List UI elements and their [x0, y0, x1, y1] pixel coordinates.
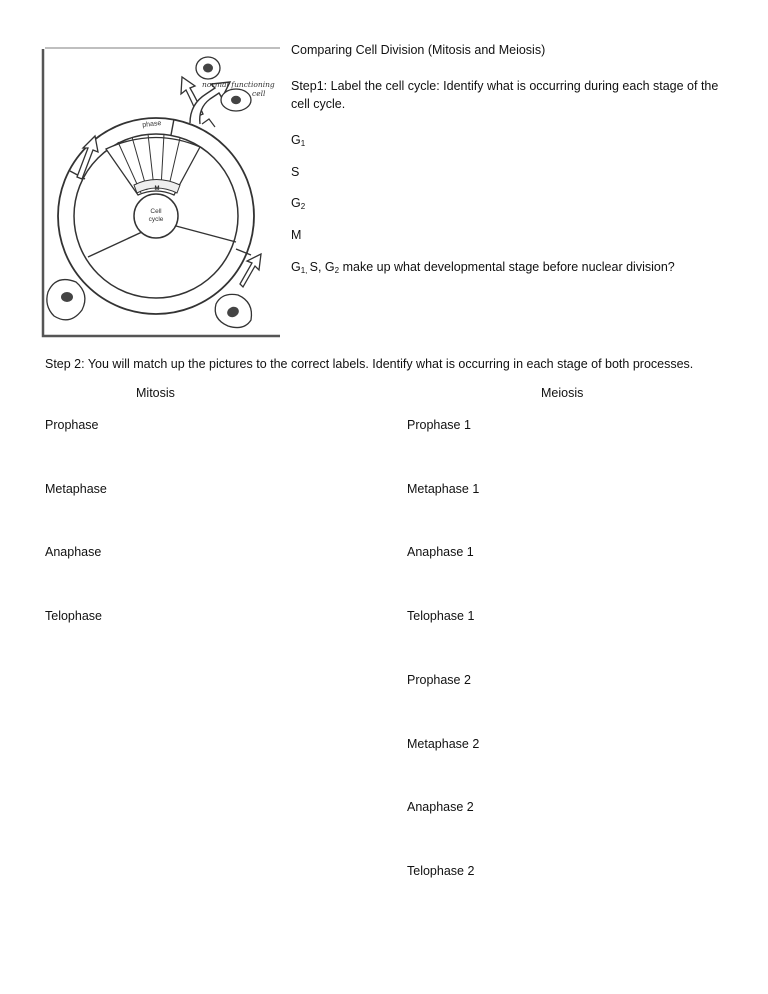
cycle-spoke	[88, 232, 142, 257]
cell-cycle-diagram	[40, 44, 282, 338]
center-label-2: cycle	[148, 216, 164, 223]
ring-divider	[171, 119, 174, 135]
meiosis-anaphase-1: Anaphase 1	[407, 545, 474, 559]
mitosis-telophase: Telophase	[45, 609, 102, 623]
ring-notch	[202, 119, 215, 127]
center-label-1: Cell	[150, 208, 162, 215]
stage-g1: $G_1$	[291, 133, 306, 148]
mitosis-heading: Mitosis	[136, 386, 175, 400]
handwritten-label-2: cell	[252, 89, 266, 98]
meiosis-telophase-1: Telophase 1	[407, 609, 475, 623]
meiosis-metaphase-2: Metaphase 2	[407, 737, 480, 751]
phase-label: phase	[141, 120, 162, 129]
page-title: Comparing Cell Division (Mitosis and Meiosis)	[291, 43, 546, 57]
cell-icon	[215, 294, 251, 327]
mitosis-anaphase: Anaphase	[45, 545, 102, 559]
m-phase-label: M	[154, 186, 160, 192]
cell-icon	[221, 89, 251, 111]
handwritten-label: normal functioning	[202, 80, 275, 89]
meiosis-heading: Meiosis	[541, 386, 584, 400]
mitosis-metaphase: Metaphase	[45, 482, 107, 496]
arrow-icon	[77, 136, 98, 179]
developmental-stage-question: $G_{1,}$ S, $G_2$ make up what developmental stage before nuclear division?	[291, 260, 675, 275]
stage-s: S	[291, 165, 300, 179]
cell-icon	[47, 280, 85, 320]
meiosis-anaphase-2: Anaphase 2	[407, 800, 474, 814]
mitosis-prophase: Prophase	[45, 418, 99, 432]
cycle-spoke	[176, 226, 236, 242]
stage-g2: $G_2$	[291, 196, 306, 211]
cell-icon	[196, 57, 220, 79]
step2-instruction: Step 2: You will match up the pictures to the correct labels. Identify what is occurring in each stage of both processes.	[45, 357, 694, 371]
meiosis-metaphase-1: Metaphase 1	[407, 482, 480, 496]
stage-m: M	[291, 228, 302, 242]
meiosis-telophase-2: Telophase 2	[407, 864, 475, 878]
meiosis-prophase-2: Prophase 2	[407, 673, 471, 687]
meiosis-prophase-1: Prophase 1	[407, 418, 471, 432]
step1-instruction: Step1: Label the cell cycle: Identify what is occurring during each stage of the cell cycle.	[291, 79, 719, 111]
